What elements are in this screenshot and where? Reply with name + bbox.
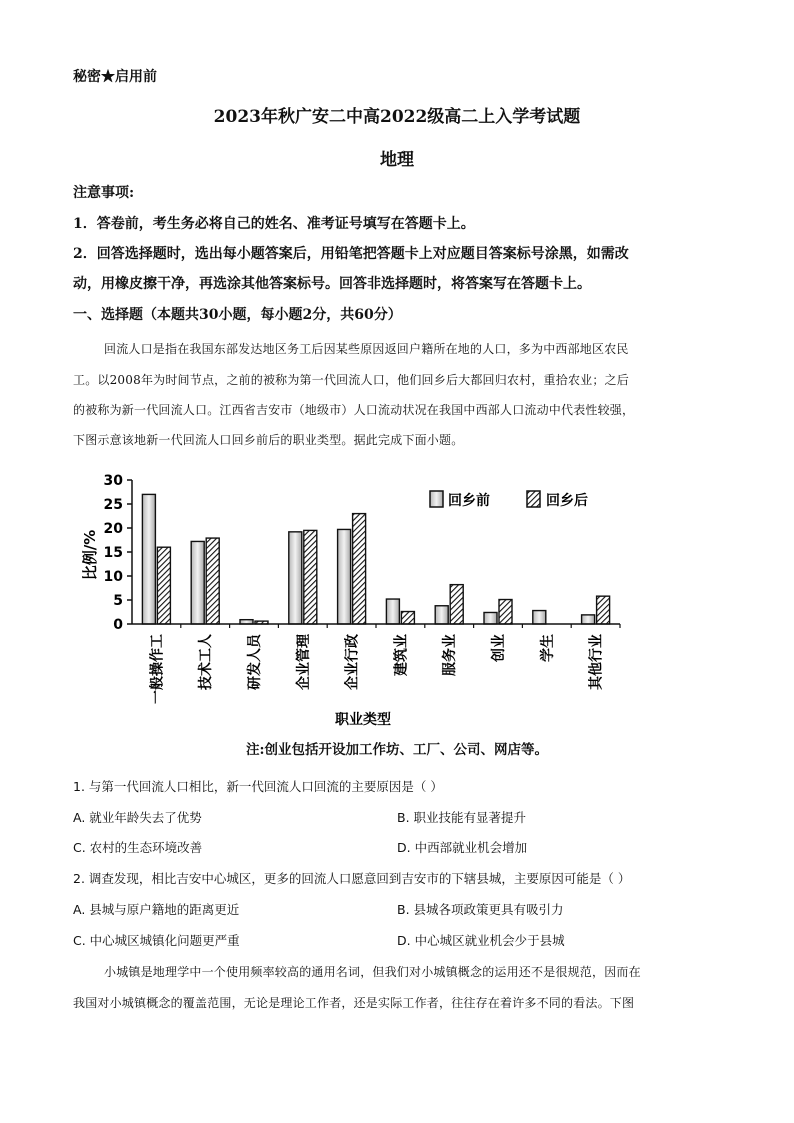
secret-label: 秘密★启用前 [73,69,157,85]
legend-swatch-before [430,491,443,507]
bar-before [533,611,546,624]
bar-before [142,494,155,624]
bar-before [289,532,302,624]
bar-after [353,514,366,624]
bar-after [157,547,170,624]
bar-before [582,615,595,624]
bar-before [386,599,399,624]
y-tick-label: 0 [113,617,123,633]
notice-item-1: 1．答卷前，考生务必将自己的姓名、准考证号填写在答题卡上。 [73,216,475,232]
legend [430,491,588,509]
x-tick-label: 其他行业 [588,634,605,690]
bar-after [304,530,317,624]
x-tick-label: 研发人员 [247,634,263,690]
legend-label-before: 回乡前 [448,493,490,509]
bar-before [191,541,204,624]
x-tick-label: 服务业 [442,634,459,676]
y-tick-label: 20 [103,521,123,537]
bar-after [597,596,610,624]
notice-item-2: 2．回答选择题时，选出每小题答案后，用铅笔把答题卡上对应题目答案标号涂黑，如需改 [73,246,629,262]
y-tick-label: 5 [113,593,123,609]
question-2-option-d[interactable]: D. 中心城区就业机会少于县城 [397,933,565,948]
question-1-option-b[interactable]: B. 职业技能有显著提升 [397,810,527,825]
x-tick-label: 企业管理 [295,634,312,690]
chart-note: 注:创业包括开设加工作坊、工厂、公司、网店等。 [246,742,548,758]
passage1-line-3: 的被称为新一代回流人口。江西省吉安市（地级市）人口流动状况在我国中西部人口流动中代表性较强， [73,403,635,417]
subject-title: 地理 [380,150,414,170]
y-axis-label: 比例/% [81,529,99,581]
question-1-option-d[interactable]: D. 中西部就业机会增加 [397,840,528,855]
y-tick-label: 15 [103,545,123,561]
y-tick-label: 10 [103,569,123,585]
bar-after [499,600,512,624]
notice-heading: 注意事项: [73,185,135,201]
question-2-option-c[interactable]: C. 中心城区城镇化问题更严重 [73,933,240,948]
x-tick-label: 技术工人 [198,634,215,690]
x-tick-label: 创业 [491,634,507,662]
legend-label-after: 回乡后 [546,493,588,509]
passage1-line-2: 工。以2008年为时间节点，之前的被称为第一代回流人口，他们回乡后大都回归农村，重拾农业；之后 [73,373,629,387]
question-2-stem: 2. 调查发现，相比吉安中心城区，更多的回流人口愿意回到吉安市的下辖县城，主要原因可能是（ ） [73,871,631,886]
bar-before [338,529,351,624]
y-tick-label: 30 [103,473,123,489]
question-1-option-c[interactable]: C. 农村的生态环境改善 [73,840,203,855]
x-tick-label: 企业行政 [344,634,361,690]
x-tick-label: 学生 [539,634,556,662]
bar-after [206,538,219,624]
y-tick-label: 25 [103,497,123,513]
exam-title: 2023年秋广安二中高2022级高二上入学考试题 [213,107,581,127]
question-1-option-a[interactable]: A. 就业年龄失去了优势 [73,810,202,825]
passage1-line-1: 回流人口是指在我国东部发达地区务工后因某些原因返回户籍所在地的人口，多为中西部地区农民 [104,342,629,356]
passage2-line-2: 我国对小城镇概念的覆盖范围，无论是理论工作者，还是实际工作者，往往存在着许多不同的看法。下图 [73,996,635,1010]
question-2-option-a[interactable]: A. 县城与原户籍地的距离更近 [73,902,240,917]
x-tick-label: 一般操作工 [149,634,166,704]
bar-before [435,606,448,624]
bar-before [484,612,497,624]
legend-swatch-after [527,491,540,507]
occupation-bar-chart [0,460,794,740]
section-heading: 一、选择题（本题共30小题，每小题2分，共60分） [73,307,402,323]
notice-item-2-cont: 动，用橡皮擦干净，再选涂其他答案标号。回答非选择题时，将答案写在答题卡上。 [73,276,591,292]
passage2-line-1: 小城镇是地理学中一个使用频率较高的通用名词，但我们对小城镇概念的运用还不是很规范，因而在 [104,965,641,979]
question-1-stem: 1. 与第一代回流人口相比，新一代回流人口回流的主要原因是（ ） [73,779,443,794]
question-2-option-b[interactable]: B. 县城各项政策更具有吸引力 [397,902,564,917]
bar-after [450,585,463,624]
x-tick-label: 建筑业 [393,634,410,676]
bar-after [401,612,414,624]
passage1-line-4: 下图示意该地新一代回流人口回乡前后的职业类型。据此完成下面小题。 [73,433,464,447]
x-axis-label: 职业类型 [335,712,391,728]
